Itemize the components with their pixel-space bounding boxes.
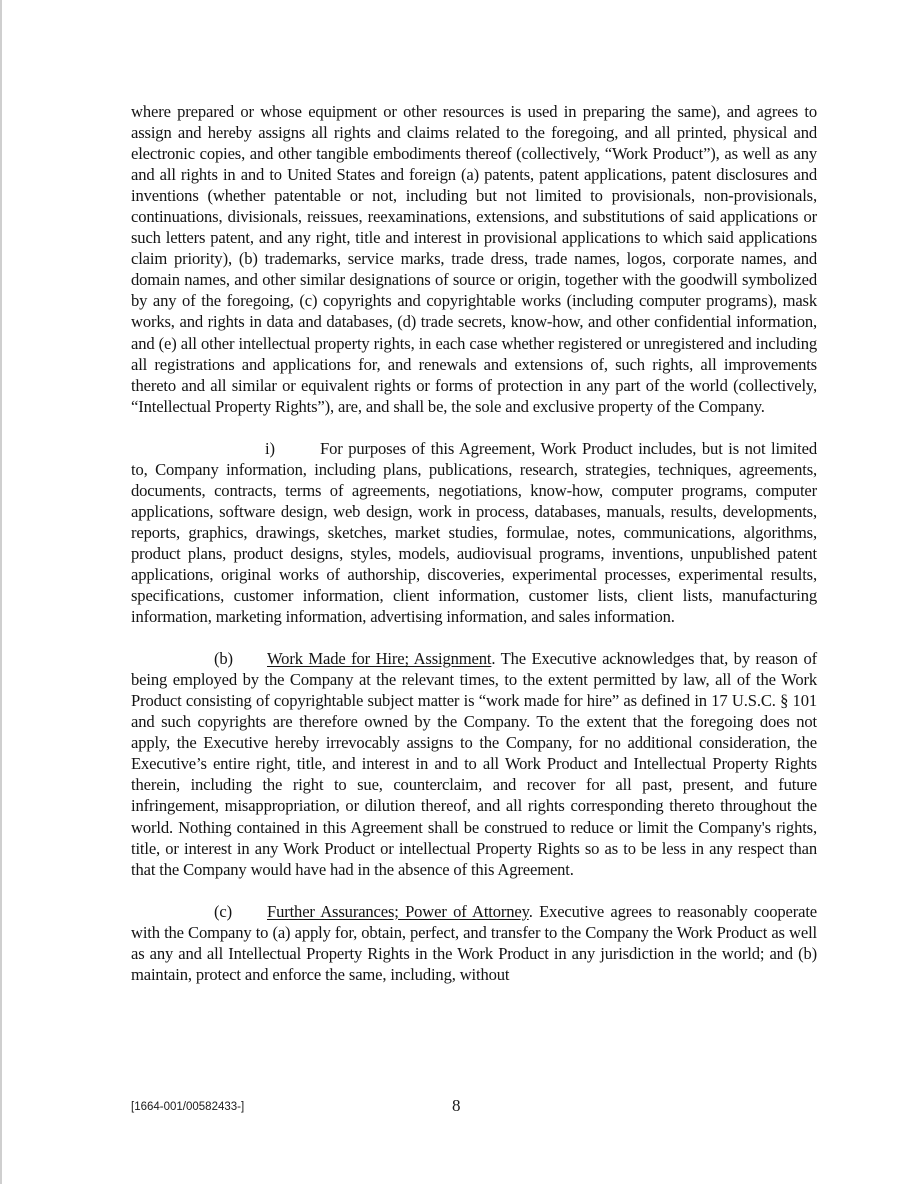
section-marker: (b) <box>214 649 233 669</box>
subitem-marker: i) <box>265 438 275 458</box>
section-heading: Further Assurances; Power of Attorney <box>267 901 529 921</box>
paragraph-work-product-definition <box>131 101 817 417</box>
subitem-i <box>131 438 817 627</box>
section-marker: (c) <box>214 901 232 921</box>
page-number: 8 <box>452 1096 461 1115</box>
section-heading: Work Made for Hire; Assignment <box>267 649 492 669</box>
section-c-further-assurances <box>131 901 817 985</box>
subitem-text: For purposes of this Agreement, Work Product includes, but is not limited to, Company information, including plans, publications, research, strategies, techniques, agreements, documents, contracts, terms of agreements, negotiations, know-how, computer programs, computer applications, software design, web design, work in process, databases, manuals, results, developments, reports, graphics, drawings, sketches, market studies, formulae, notes, communications, algorithms, product plans, product designs, styles, models, audiovisual programs, inventions, unpublished patent applications, original works of authorship, discoveries, experimental processes, experimental results, specifications, customer information, client information, customer lists, client lists, manufacturing information, marketing information, advertising information, and sales information. <box>131 438 817 627</box>
section-text: . Executive agrees to reasonably cooperate with the Company to (a) apply for, obtain, perfect, and transfer to the Company the Work Product as well as any and all Intellectual Property Rights in the Work Product in any jurisdiction in the world; and (b) maintain, protect and enforce the same, including, without <box>131 901 817 984</box>
page-edge <box>0 0 2 1184</box>
footer-document-id: [1664-001/00582433-] <box>131 1101 245 1113</box>
section-text: . The Executive acknowledges that, by reason of being employed by the Company at the relevant times, to the extent permitted by law, all of the Work Product consisting of copyrightable subject matter is “work made for hire” as defined in 17 U.S.C. § 101 and such copyrights are therefore owned by the Company. To the extent that the foregoing does not apply, the Executive hereby irrevocably assigns to the Company, for no additional consideration, the Executive’s entire right, title, and interest in and to all Work Product and Intellectual Property Rights therein, including the right to sue, counterclaim, and recover for all past, present, and future infringement, misappropriation, or dilution thereof, and all rights corresponding thereto throughout the world. Nothing contained in this Agreement shall be construed to reduce or limit the Company's rights, title, or interest in any Work Product or intellectual Property Rights so as to be less in any respect than that the Company would have had in the absence of this Agreement. <box>131 649 818 879</box>
document-body <box>131 101 817 985</box>
paragraph-text: where prepared or whose equipment or other resources is used in preparing the same), and agrees to assign and hereby assigns all rights and claims related to the foregoing, and all printed, physical and electronic copies, and other tangible embodiments thereof (collectively, “Work Product”), as well as any and all rights in and to United States and foreign (a) patents, patent applications, patent disclosures and inventions (whether patentable or not, including but not limited to provisionals, non-provisionals, continuations, divisionals, reissues, reexaminations, extensions, and substitutions of said applications or such letters patent, and any right, title and interest in provisional applications to which said applications claim priority), (b) trademarks, service marks, trade dress, trade names, logos, corporate names, and domain names, and other similar designations of source or origin, together with the goodwill symbolized by any of the foregoing, (c) copyrights and copyrightable works (including computer programs), mask works, and rights in data and databases, (d) trade secrets, know-how, and other confidential information, and (e) all other intellectual property rights, in each case whether registered or unregistered and including all registrations and applications for, and renewals and extensions of, such rights, all improvements thereto and all similar or equivalent rights or forms of protection in any part of the world (collectively, “Intellectual Property Rights”), are, and shall be, the sole and exclusive property of the Company. <box>131 102 817 416</box>
section-b-work-made-for-hire <box>131 648 817 880</box>
